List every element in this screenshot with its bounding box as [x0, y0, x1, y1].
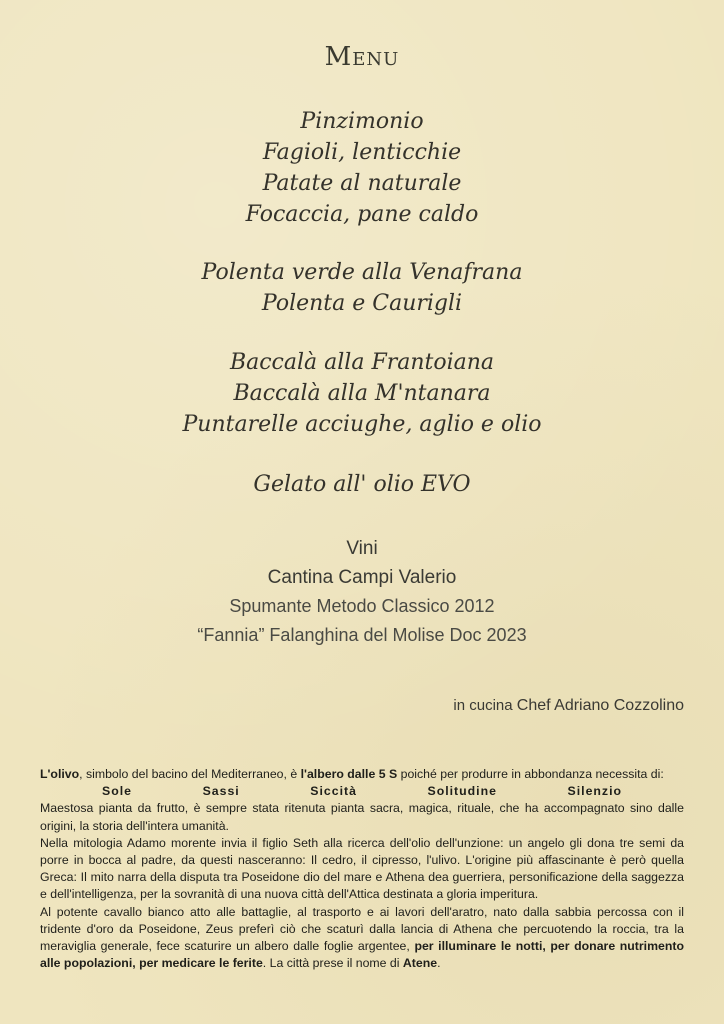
story-text: .	[437, 956, 441, 971]
story-text: , simbolo del bacino del Mediterraneo, è	[79, 767, 301, 781]
dish-item: Pinzimonio	[300, 109, 424, 134]
dish-group-dessert	[0, 469, 724, 500]
story-emphasis: per illuminare le notti, per donare nutrimento alle popolazioni, per medicare le ferite	[40, 939, 684, 971]
wine-list	[0, 534, 724, 650]
story-text: Al potente cavallo bianco atto alle battaglie, al trasporto e ai lavori dell'aratro, nato dalla sabbia percossa con il tridente d'oro da Poseidone, Zeus preferì ciò che scaturì dalla lancia di Athena che percuotendo la roccia, tra la meraviglia generale, fece scaturire un albero dalle foglie argentee,	[40, 904, 684, 954]
story-paragraph: Nella mitologia Adamo morente invia il figlio Seth alla ricerca dell'olio dell'unzione: un angelo gli dona tre semi da porre in bocca al padre, da questi nasceranno: Il cedro, il cipresso, l'ulivo. L'origine più affascinante è però quella Greca: Il mito narra della disputa tra Poseidone dio del mare e Athena dea guerriera, personificazione della saggezza e dell'intelligenza, per la sovranità di una nuova città dell'Attica destinata a gloria imperitura.	[40, 835, 684, 902]
story-intro	[40, 766, 684, 783]
winery-name: Cantina Campi Valerio	[267, 567, 457, 588]
dish-group-polenta	[0, 257, 724, 319]
five-s-item: Siccità	[310, 784, 357, 799]
dish-group-baccala	[0, 347, 724, 440]
five-s-list	[40, 783, 684, 800]
menu-title: Menu	[324, 42, 400, 72]
five-s-item: Silenzio	[567, 784, 622, 799]
dish-item: Puntarelle acciughe, aglio e olio	[182, 412, 542, 437]
story-text: . La città prese il nome di	[262, 956, 403, 971]
five-s-item: Sole	[102, 784, 132, 799]
dish-item: Polenta verde alla Venafrana	[201, 260, 523, 285]
dish-item: Patate al naturale	[262, 171, 462, 196]
dish-item: Gelato all' olio EVO	[253, 472, 471, 497]
story-olive-term: L'olivo	[40, 767, 80, 781]
five-s-item: Sassi	[202, 784, 240, 799]
chef-prefix: in cucina	[453, 697, 513, 714]
dish-item: Polenta e Caurigli	[261, 291, 463, 316]
wine-item: Spumante Metodo Classico 2012	[229, 596, 495, 616]
dish-item: Focaccia, pane caldo	[245, 202, 479, 227]
story-paragraph	[40, 904, 684, 973]
olive-story	[40, 766, 684, 972]
story-city-name: Atene	[402, 956, 438, 971]
dish-item: Baccalà alla Frantoiana	[229, 350, 495, 375]
dish-item: Fagioli, lenticchie	[262, 140, 462, 165]
story-5s-term: l'albero dalle 5 S	[300, 767, 398, 781]
five-s-item: Solitudine	[427, 784, 497, 799]
wine-title: Vini	[346, 538, 378, 559]
dish-group-starters	[0, 106, 724, 230]
chef-credit	[453, 697, 684, 715]
story-paragraph: Maestosa pianta da frutto, è sempre stata ritenuta pianta sacra, magica, rituale, che ha accompagnato sino dalle origini, la storia dell'intera umanità.	[40, 801, 684, 833]
chef-name: Chef Adriano Cozzolino	[516, 697, 684, 714]
wine-item: “Fannia” Falanghina del Molise Doc 2023	[197, 625, 527, 645]
story-text: poiché per produrre in abbondanza necessita di:	[397, 767, 664, 781]
dish-item: Baccalà alla M'ntanara	[233, 381, 491, 406]
